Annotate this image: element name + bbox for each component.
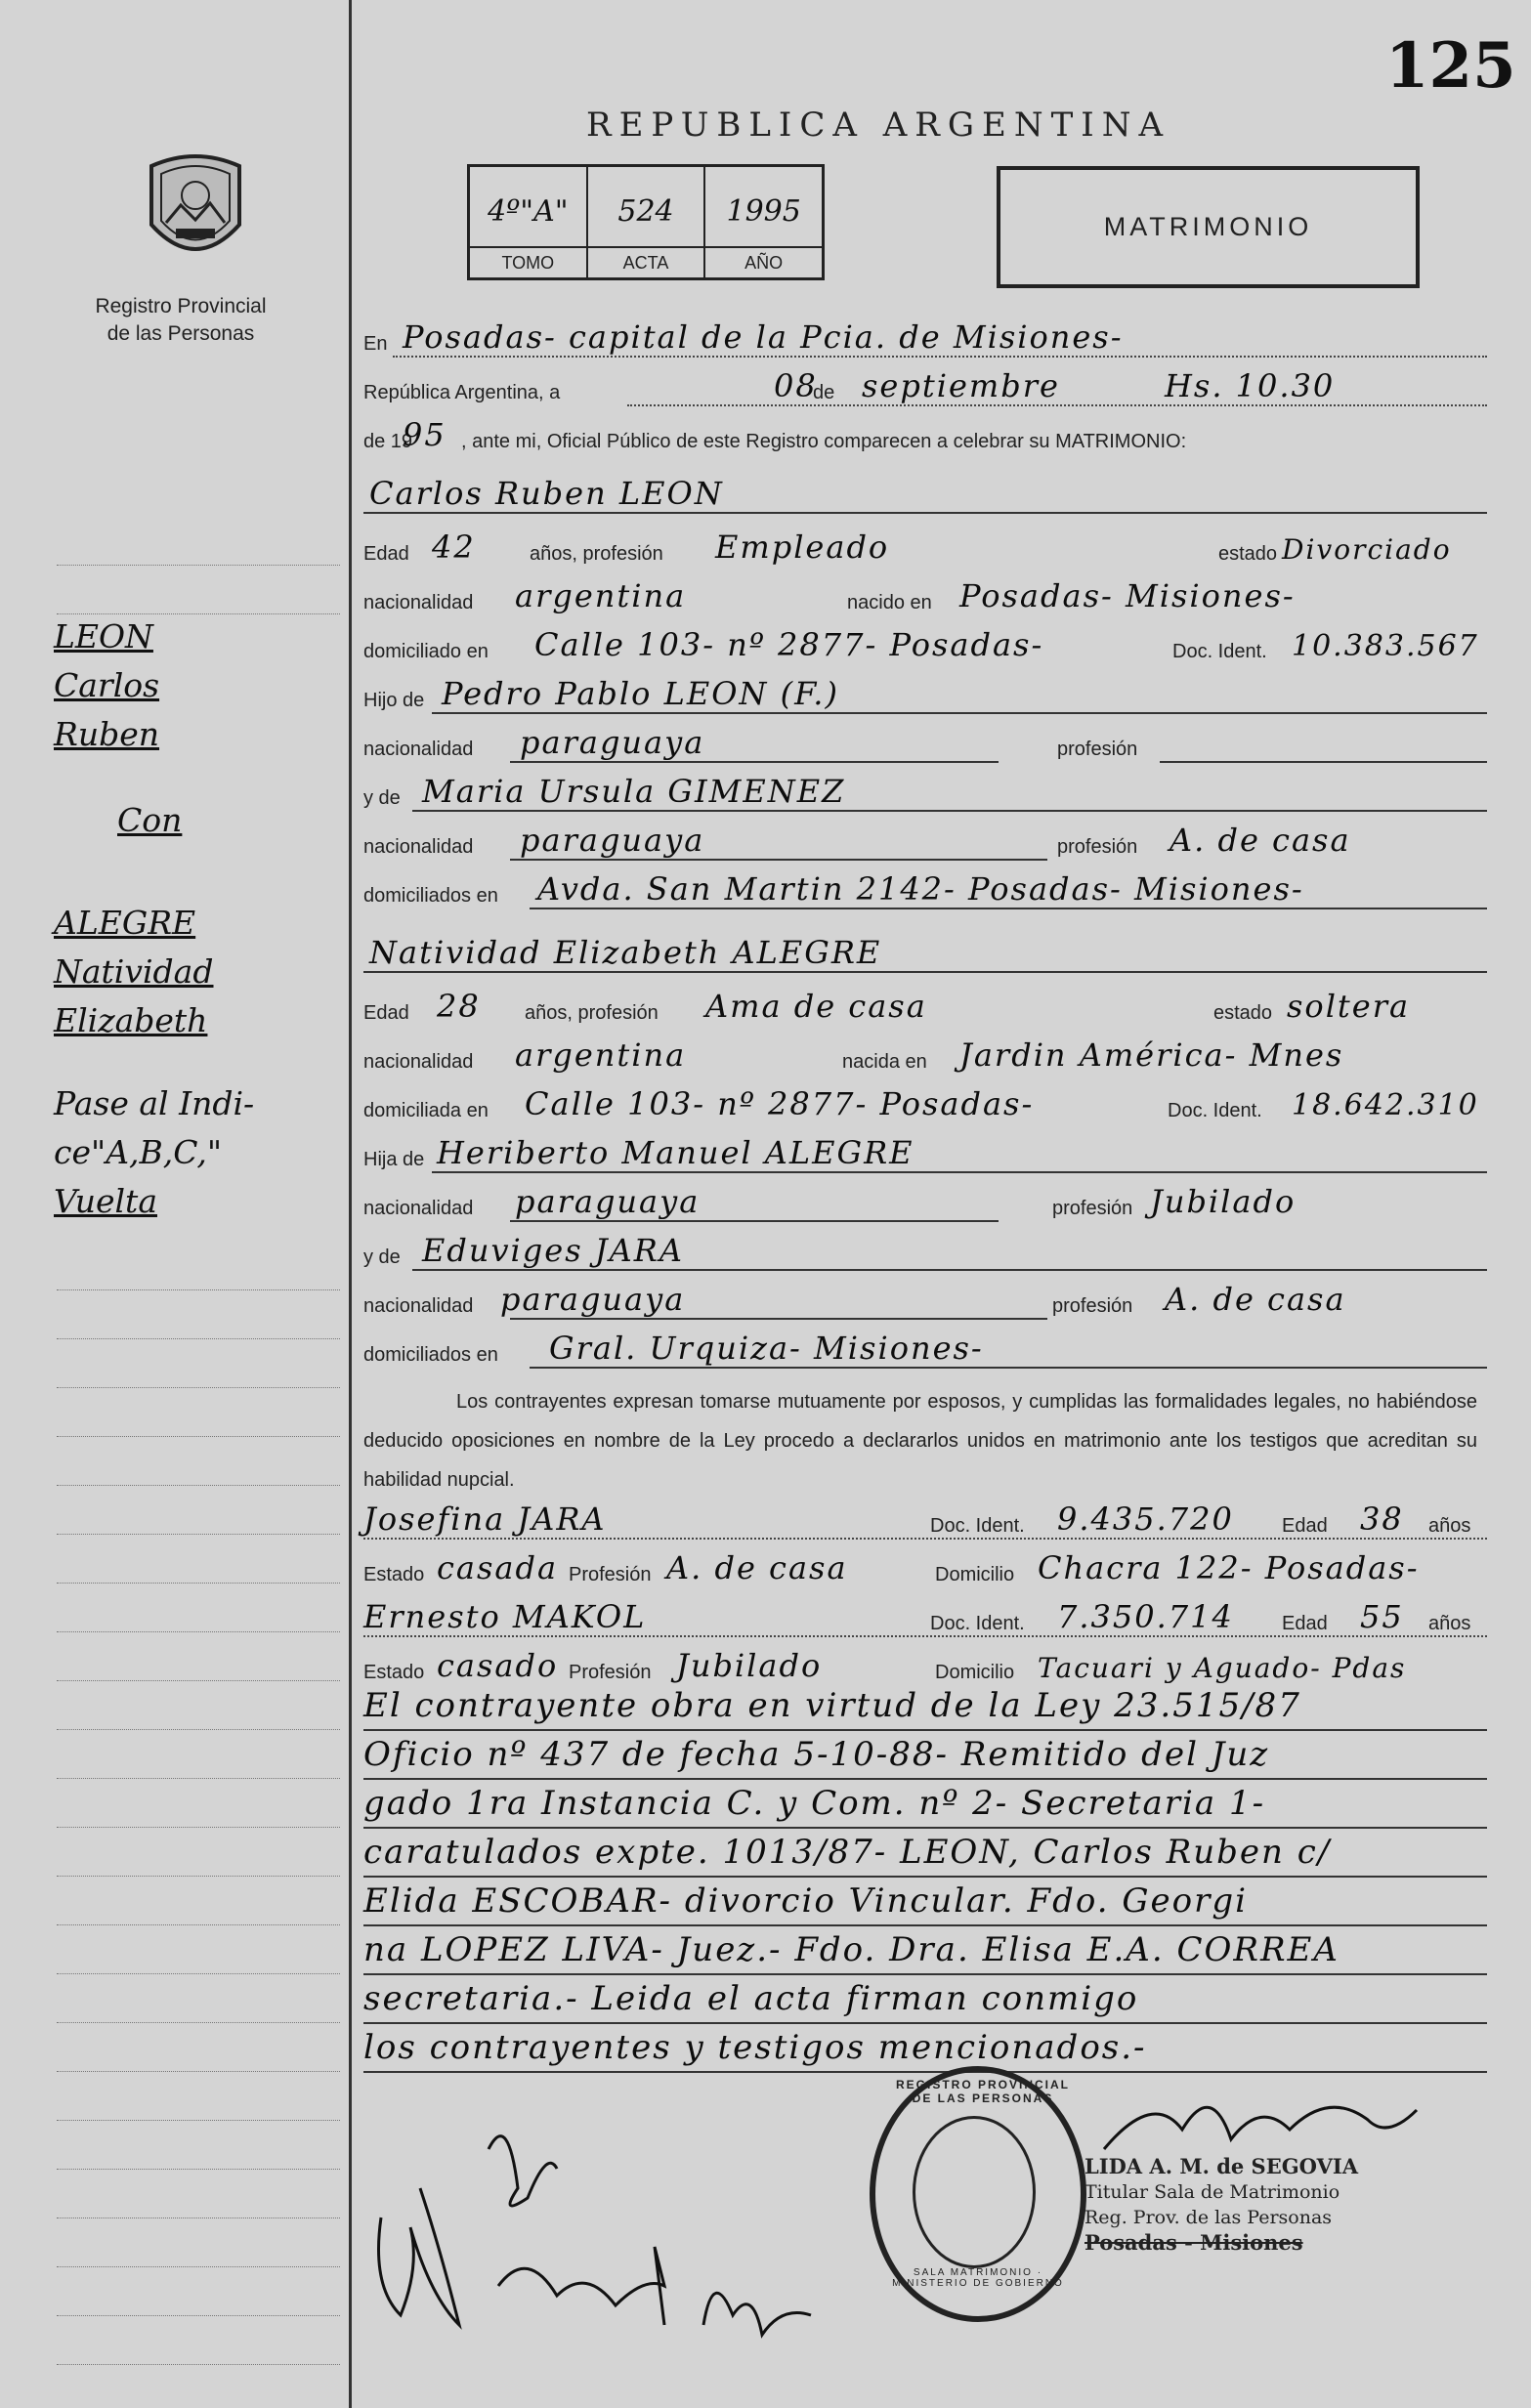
witness2-anos-label: años — [1428, 1613, 1471, 1634]
note-line — [363, 1778, 1487, 1829]
note-text: gado 1ra Instancia C. y Com. nº 2- Secretaria 1- — [363, 1784, 1266, 1823]
bride-mother-nat-label: nacionalidad — [363, 1295, 474, 1317]
witness1-profession: A. de casa — [666, 1549, 848, 1586]
witness1-doc: 9.435.720 — [1057, 1500, 1234, 1538]
witness1-anos-label: años — [1428, 1515, 1471, 1537]
row-groom-nationality — [363, 577, 1487, 620]
row-bride-mother-nat — [363, 1281, 1487, 1324]
witness1-edad-label: Edad — [1282, 1515, 1328, 1537]
nacionalidad-label: nacionalidad — [363, 592, 474, 613]
row-bride-parents-address — [363, 1330, 1487, 1373]
de-label: de — [813, 382, 835, 403]
witness2-edad-label: Edad — [1282, 1613, 1328, 1634]
registry-name — [59, 293, 303, 348]
row-groom-address — [363, 626, 1487, 669]
nacido-label: nacido en — [847, 592, 932, 613]
witness2-status: casado — [437, 1647, 559, 1684]
margin-bride-surname: ALEGRE — [54, 904, 196, 942]
republic-label: República Argentina, a — [363, 382, 561, 403]
registry-line2: de las Personas — [106, 322, 255, 345]
row-bride-father-nat — [363, 1183, 1487, 1226]
profesion-label: años, profesión — [530, 543, 663, 565]
parents-dom-label: domiciliados en — [363, 885, 498, 907]
margin-divider — [349, 0, 352, 2408]
en-label: En — [363, 333, 388, 355]
groom-parents-address: Avda. San Martin 2142- Posadas- Misiones- — [537, 870, 1304, 908]
note-text: Elida ESCOBAR- divorcio Vincular. Fdo. Georgi — [363, 1881, 1249, 1921]
groom-mother-profession: A. de casa — [1170, 822, 1351, 859]
row-bride-address — [363, 1085, 1487, 1128]
row-groom-parents-address — [363, 870, 1487, 913]
registry-line1: Registro Provincial — [95, 295, 267, 317]
stamp-inner-ring — [913, 2116, 1036, 2268]
margin-with: Con — [117, 801, 183, 839]
estado-label: estado — [1218, 543, 1278, 565]
tomo-caption: TOMO — [470, 246, 586, 277]
reference-acta — [588, 167, 706, 277]
note-line — [363, 1876, 1487, 1926]
note-line — [363, 1924, 1487, 1975]
groom-marital-status: Divorciado — [1282, 533, 1452, 566]
note-text: caratulados expte. 1013/87- LEON, Carlos Ruben c/ — [363, 1833, 1332, 1872]
officer-title: Titular Sala de Matrimonio — [1084, 2181, 1340, 2203]
row-bride-mother — [363, 1232, 1487, 1275]
margin-bride-name2: Elizabeth — [54, 1001, 208, 1039]
note-text: na LOPEZ LIVA- Juez.- Fdo. Dra. Elisa E.A. CORREA — [363, 1930, 1340, 1969]
mother-nat-label: nacionalidad — [363, 836, 474, 858]
bride-profession: Ama de casa — [705, 988, 927, 1025]
row-groom-mother — [363, 773, 1487, 816]
hija-label: Hija de — [363, 1149, 425, 1170]
row-year — [363, 416, 1487, 459]
row-groom-name — [363, 475, 1487, 518]
margin-groom-name1: Carlos — [54, 666, 160, 704]
bride-mother: Eduviges JARA — [422, 1232, 684, 1269]
bride-parents-address: Gral. Urquiza- Misiones- — [549, 1330, 984, 1367]
groom-profession: Empleado — [715, 528, 890, 566]
groom-nationality: argentina — [515, 577, 687, 614]
row-groom-mother-nat — [363, 822, 1487, 865]
doc-label: Doc. Ident. — [1172, 641, 1267, 662]
note-text: Oficio nº 437 de fecha 5-10-88- Remitido del Juz — [363, 1735, 1270, 1774]
groom-full-name: Carlos Ruben LEON — [369, 475, 724, 512]
bride-mother-profession: A. de casa — [1165, 1281, 1346, 1318]
reference-ano — [705, 167, 822, 277]
hour-value: Hs. 10.30 — [1165, 367, 1336, 404]
margin-bride-name1: Natividad — [54, 952, 214, 991]
row-groom-age — [363, 528, 1487, 571]
bride-age: 28 — [437, 988, 481, 1025]
witness2-profession: Jubilado — [676, 1647, 823, 1684]
stamp-round-bottom: SALA MATRIMONIO · MINISTERIO DE GOBIERNO — [892, 2267, 1064, 2289]
witness1-address: Chacra 122- Posadas- — [1038, 1549, 1420, 1586]
row-place — [363, 318, 1487, 361]
witness2-doc: 7.350.714 — [1057, 1598, 1234, 1635]
bride-domicilio-label: domiciliada en — [363, 1100, 489, 1121]
bride-father-profession: Jubilado — [1150, 1183, 1297, 1220]
bride-father: Heriberto Manuel ALEGRE — [437, 1134, 914, 1171]
year-value: 95 — [403, 416, 447, 453]
bride-father-nat-label: nacionalidad — [363, 1198, 474, 1219]
day-value: 08 — [774, 367, 818, 404]
edad-label: Edad — [363, 543, 409, 565]
ano-value: 1995 — [726, 194, 801, 229]
margin-index-note3: Vuelta — [54, 1182, 157, 1220]
groom-address: Calle 103- nº 2877- Posadas- — [534, 626, 1044, 663]
row-bride-age — [363, 988, 1487, 1031]
domicilio-label: domiciliado en — [363, 641, 489, 662]
bride-nacida-label: nacida en — [842, 1051, 927, 1073]
groom-age: 42 — [432, 528, 476, 566]
bride-mother-nationality: paraguaya — [500, 1281, 686, 1318]
row-bride-name — [363, 934, 1487, 977]
act-type-box: MATRIMONIO — [997, 166, 1420, 288]
witness1-dom-label: Domicilio — [935, 1564, 1015, 1585]
note-text: secretaria.- Leida el acta firman conmigo — [363, 1979, 1139, 2018]
margin-groom-surname: LEON — [54, 617, 153, 655]
witness1-status: casada — [437, 1549, 559, 1586]
province-seal-icon — [142, 147, 249, 274]
row-bride-father — [363, 1134, 1487, 1177]
witness2-doc-label: Doc. Ident. — [930, 1613, 1025, 1634]
bride-full-name: Natividad Elizabeth ALEGRE — [369, 934, 882, 971]
bride-edad-label: Edad — [363, 1002, 409, 1024]
groom-father: Pedro Pablo LEON (F.) — [442, 675, 839, 712]
stamp-round-top: REGISTRO PROVINCIAL DE LAS PERSONAS — [895, 2078, 1070, 2105]
row-date — [363, 367, 1487, 410]
bride-address: Calle 103- nº 2877- Posadas- — [525, 1085, 1035, 1122]
witness1-prof-label: Profesión — [569, 1564, 652, 1585]
bride-estado-label: estado — [1213, 1002, 1273, 1024]
officer-location: Posadas - Misiones — [1084, 2230, 1303, 2255]
ano-caption: AÑO — [705, 246, 822, 277]
note-text: los contrayentes y testigos mencionados.- — [363, 2028, 1147, 2067]
margin-index-note2: ce"A,B,C," — [54, 1133, 222, 1171]
reference-box — [467, 164, 825, 280]
bride-doc-label: Doc. Ident. — [1168, 1100, 1262, 1121]
note-line — [363, 1680, 1487, 1731]
row-witness2 — [363, 1598, 1487, 1641]
father-nat-label: nacionalidad — [363, 739, 474, 760]
acta-caption: ACTA — [588, 246, 704, 277]
declaration-text: Los contrayentes expresan tomarse mutuamente por esposos, y cumplidas las formalidades legales, no habiéndose deducido oposiciones en nombre de la Ley procedo a declararlos unidos en matrimonio ante los testigos que acreditan su habilidad nupcial. — [363, 1391, 1477, 1491]
yde-label: y de — [363, 787, 401, 809]
bride-father-prof-label: profesión — [1052, 1198, 1133, 1219]
row-groom-father — [363, 675, 1487, 718]
reference-tomo — [470, 167, 588, 277]
bride-mother-prof-label: profesión — [1052, 1295, 1133, 1317]
witness1-estado-label: Estado — [363, 1564, 425, 1585]
bride-marital-status: soltera — [1287, 988, 1411, 1025]
bride-doc: 18.642.310 — [1292, 1088, 1479, 1122]
witness2-age: 55 — [1360, 1598, 1404, 1635]
margin-index-note1: Pase al Indi- — [54, 1084, 255, 1122]
place-value: Posadas- capital de la Pcia. de Misiones- — [403, 318, 1124, 356]
bride-nacionalidad-label: nacionalidad — [363, 1051, 474, 1073]
witness2-prof-label: Profesión — [569, 1662, 652, 1683]
officer-registry: Reg. Prov. de las Personas — [1084, 2207, 1333, 2228]
note-line — [363, 1973, 1487, 2024]
note-line — [363, 2022, 1487, 2073]
note-text: El contrayente obra en virtud de la Ley 23.515/87 — [363, 1686, 1301, 1725]
margin-groom-name2: Ruben — [54, 715, 160, 753]
bride-father-nationality: paraguaya — [515, 1183, 701, 1220]
witness1-age: 38 — [1360, 1500, 1404, 1538]
bride-profesion-label: años, profesión — [525, 1002, 659, 1024]
note-line — [363, 1827, 1487, 1878]
bride-birthplace: Jardin América- Mnes — [959, 1036, 1344, 1074]
witness2-address: Tacuari y Aguado- Pdas — [1038, 1652, 1407, 1684]
groom-doc: 10.383.567 — [1292, 629, 1479, 663]
groom-mother-nationality: paraguaya — [520, 822, 705, 859]
note-line — [363, 1729, 1487, 1780]
acta-value: 524 — [617, 194, 674, 229]
registry-round-stamp — [870, 2066, 1086, 2322]
row-bride-nationality — [363, 1036, 1487, 1079]
witness2-name: Ernesto MAKOL — [363, 1598, 647, 1635]
sheet-number: 125 — [1385, 29, 1516, 103]
month-value: septiembre — [862, 367, 1060, 404]
year-prefix: de 19 — [363, 431, 413, 452]
father-prof-label: profesión — [1057, 739, 1138, 760]
country-heading: REPUBLICA ARGENTINA — [586, 106, 1171, 145]
witness1-doc-label: Doc. Ident. — [930, 1515, 1025, 1537]
groom-birthplace: Posadas- Misiones- — [959, 577, 1296, 614]
bride-parents-dom-label: domiciliados en — [363, 1344, 498, 1366]
row-witness1-details — [363, 1549, 1487, 1592]
officer-name: LIDA A. M. de SEGOVIA — [1084, 2154, 1358, 2178]
witness1-name: Josefina JARA — [363, 1500, 607, 1538]
officer-stamp — [1084, 2154, 1358, 2256]
bride-yde-label: y de — [363, 1246, 401, 1268]
signatures-icon — [361, 2071, 870, 2364]
row-witness1 — [363, 1500, 1487, 1543]
hijo-label: Hijo de — [363, 690, 425, 711]
groom-mother: Maria Ursula GIMENEZ — [422, 773, 846, 810]
tomo-value: 4º"A" — [488, 194, 569, 229]
groom-father-nationality: paraguaya — [520, 724, 705, 761]
witness2-dom-label: Domicilio — [935, 1662, 1015, 1683]
mother-prof-label: profesión — [1057, 836, 1138, 858]
witness2-estado-label: Estado — [363, 1662, 425, 1683]
row-groom-father-nat — [363, 724, 1487, 767]
appearance-text: , ante mi, Oficial Público de este Registro comparecen a celebrar su MATRIMONIO: — [461, 431, 1187, 452]
bride-nationality: argentina — [515, 1036, 687, 1074]
